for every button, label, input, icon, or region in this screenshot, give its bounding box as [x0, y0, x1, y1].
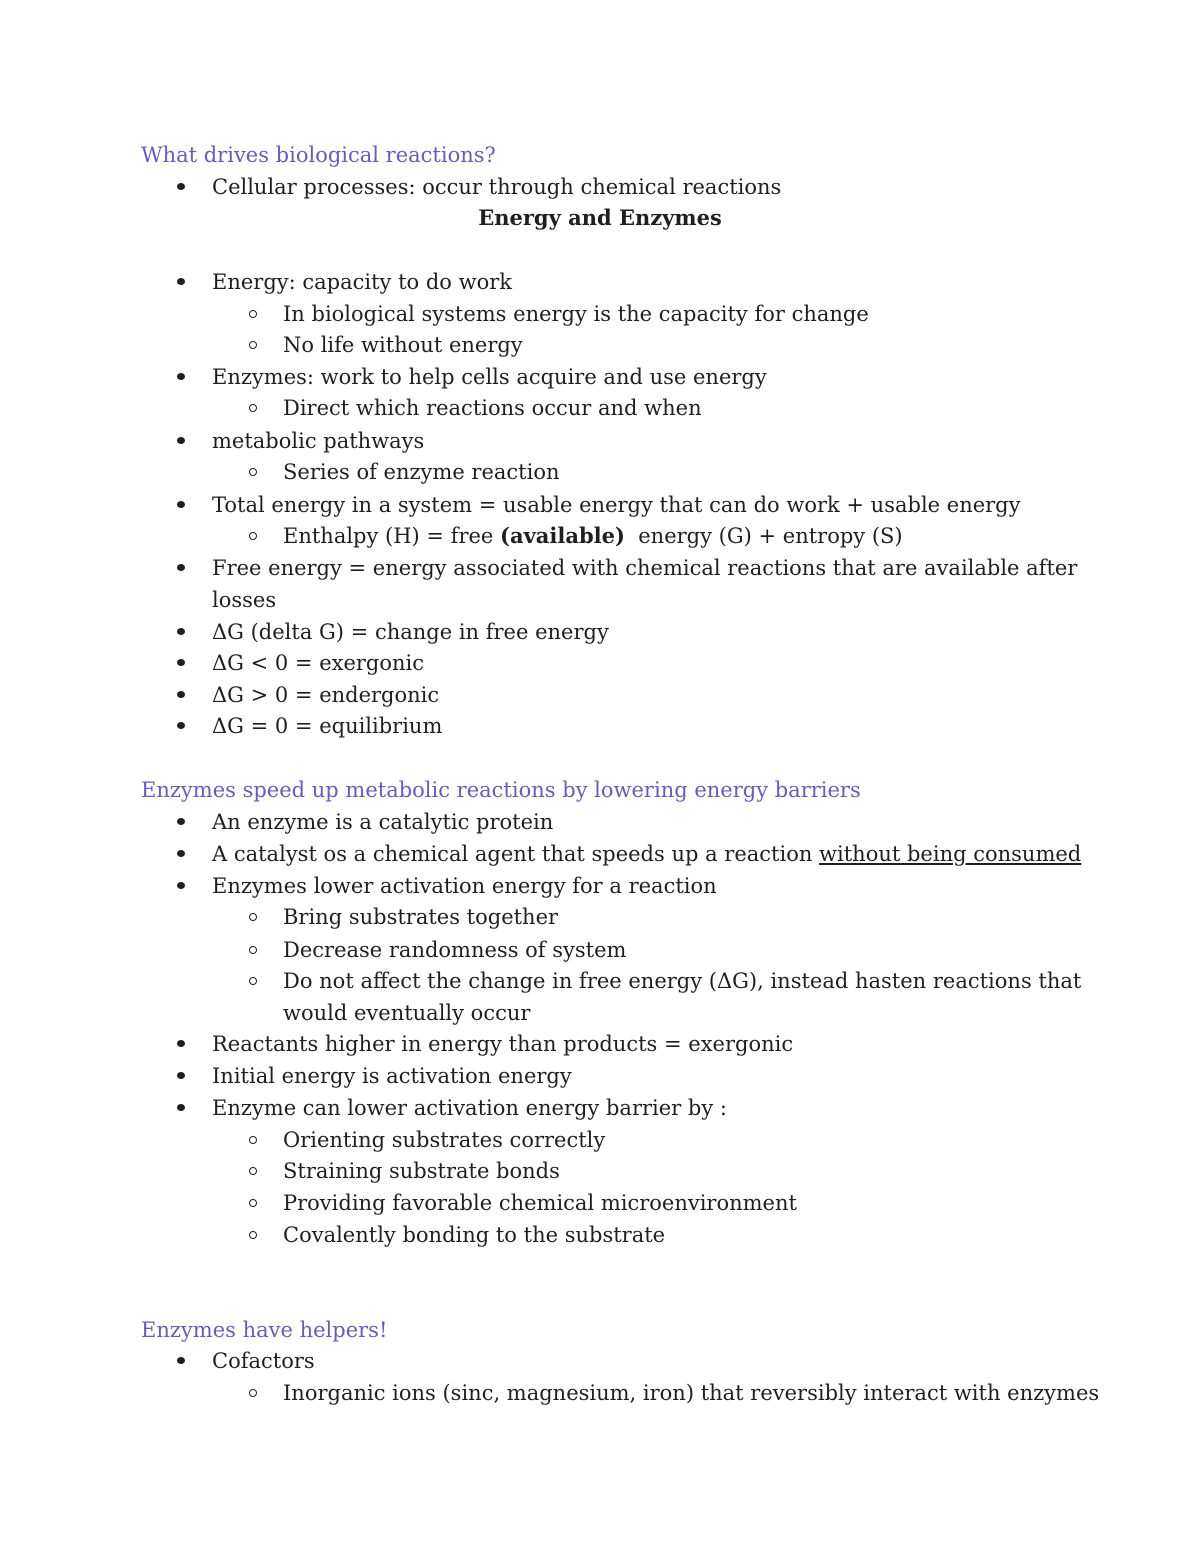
bullet-disc-icon — [177, 1357, 185, 1364]
list-item-text: Orienting substrates correctly — [283, 1128, 606, 1152]
sub-list-item — [0, 1155, 1200, 1187]
section-heading-enzymes-helpers: Enzymes have helpers! — [141, 1318, 388, 1342]
bullet-circle-icon — [249, 310, 257, 318]
list-item-text: metabolic pathways — [212, 429, 425, 453]
sub-list-item — [0, 1219, 1200, 1251]
list-item — [0, 870, 1200, 902]
sub-list-item — [0, 934, 1200, 966]
bullet-disc-icon — [177, 501, 185, 508]
bullet-circle-icon — [249, 1231, 257, 1239]
list-item — [0, 679, 1200, 711]
bullet-circle-icon — [249, 1389, 257, 1397]
list-item-text: Covalently bonding to the substrate — [283, 1223, 666, 1247]
list-item-text: In biological systems energy is the capacity for change — [283, 302, 869, 326]
section-heading-biological-reactions: What drives biological reactions? — [141, 143, 496, 167]
sub-list-item — [0, 329, 1200, 361]
bullet-disc-icon — [177, 722, 185, 729]
list-item-text: ΔG > 0 = endergonic — [212, 683, 440, 707]
list-item-text: Cellular processes: occur through chemical reactions — [212, 175, 782, 199]
list-item-underlined-text: without being consumed — [819, 842, 1082, 866]
list-item — [0, 266, 1200, 298]
list-item-text: No life without energy — [283, 333, 523, 357]
bullet-circle-icon — [249, 532, 257, 540]
bullet-disc-icon — [177, 850, 185, 857]
section-heading-enzymes-speed-up: Enzymes speed up metabolic reactions by lowering energy barriers — [141, 778, 861, 802]
page-title: Energy and Enzymes — [478, 205, 722, 230]
bullet-disc-icon — [177, 882, 185, 889]
bullet-disc-icon — [177, 1072, 185, 1079]
bullet-circle-icon — [249, 1167, 257, 1175]
bullet-disc-icon — [177, 1040, 185, 1047]
list-item — [0, 552, 1200, 584]
sub-list-item-continuation: would eventually occur — [283, 1001, 531, 1025]
bullet-circle-icon — [249, 1136, 257, 1144]
list-item — [0, 838, 1200, 870]
sub-list-item — [0, 965, 1200, 997]
bullet-circle-icon — [249, 1199, 257, 1207]
list-item-text: Total energy in a system = usable energy that can do work + usable energy — [212, 493, 1021, 517]
sub-list-item — [0, 392, 1200, 424]
list-item — [0, 489, 1200, 521]
bullet-circle-icon — [249, 404, 257, 412]
list-item-text: Decrease randomness of system — [283, 938, 627, 962]
list-item-text: Bring substrates together — [283, 905, 559, 929]
bullet-disc-icon — [177, 373, 185, 380]
sub-list-item — [0, 298, 1200, 330]
bullet-disc-icon — [177, 437, 185, 444]
list-item-text: Enzyme can lower activation energy barrier by : — [212, 1096, 727, 1120]
bullet-disc-icon — [177, 278, 185, 285]
sub-list-item — [0, 1187, 1200, 1219]
sub-list-item — [0, 1377, 1200, 1409]
bullet-circle-icon — [249, 913, 257, 921]
list-item-text: Direct which reactions occur and when — [283, 396, 702, 420]
list-item-text: Enzymes: work to help cells acquire and use energy — [212, 365, 767, 389]
sub-list-item — [0, 456, 1200, 488]
sub-list-item — [0, 1124, 1200, 1156]
list-item — [0, 1028, 1200, 1060]
bullet-disc-icon — [177, 818, 185, 825]
bullet-circle-icon — [249, 341, 257, 349]
bullet-disc-icon — [177, 183, 185, 190]
list-item-text: ΔG (delta G) = change in free energy — [212, 620, 609, 644]
list-item-text: Enthalpy (H) = free — [283, 524, 501, 548]
list-item-text: Energy: capacity to do work — [212, 270, 512, 294]
list-item-text: Free energy = energy associated with chemical reactions that are available after — [212, 556, 1078, 580]
list-item-text: Straining substrate bonds — [283, 1159, 560, 1183]
bullet-disc-icon — [177, 659, 185, 666]
list-item — [0, 1092, 1200, 1124]
bullet-disc-icon — [177, 628, 185, 635]
bullet-disc-icon — [177, 691, 185, 698]
list-item-bold-text: (available) — [500, 523, 625, 548]
list-item — [0, 171, 1200, 203]
list-item-text: Initial energy is activation energy — [212, 1064, 572, 1088]
list-item-text: Cofactors — [212, 1349, 315, 1373]
sub-list-item — [0, 520, 1200, 552]
list-item — [0, 806, 1200, 838]
list-item-text: An enzyme is a catalytic protein — [212, 810, 554, 834]
list-item-text: ΔG < 0 = exergonic — [212, 651, 425, 675]
bullet-disc-icon — [177, 1104, 185, 1111]
list-item-text: A catalyst os a chemical agent that speeds up a reaction — [212, 842, 820, 866]
list-item — [0, 710, 1200, 742]
list-item-text: Providing favorable chemical microenvironment — [283, 1191, 797, 1215]
bullet-circle-icon — [249, 946, 257, 954]
list-item-text: Series of enzyme reaction — [283, 460, 560, 484]
list-item — [0, 1345, 1200, 1377]
list-item — [0, 361, 1200, 393]
list-item-text: ΔG = 0 = equilibrium — [212, 714, 443, 738]
list-item-continuation: losses — [212, 588, 277, 612]
list-item — [0, 1060, 1200, 1092]
list-item-text: energy (G) + entropy (S) — [624, 524, 903, 548]
bullet-circle-icon — [249, 977, 257, 985]
sub-list-item — [0, 901, 1200, 933]
list-item — [0, 647, 1200, 679]
list-item — [0, 616, 1200, 648]
list-item-text: Reactants higher in energy than products = exergonic — [212, 1032, 794, 1056]
list-item-text: Do not affect the change in free energy (ΔG), instead hasten reactions that — [283, 969, 1082, 993]
list-item-text: Inorganic ions (sinc, magnesium, iron) that reversibly interact with enzymes — [283, 1381, 1100, 1405]
list-item — [0, 425, 1200, 457]
list-item-text: Enzymes lower activation energy for a reaction — [212, 874, 717, 898]
bullet-circle-icon — [249, 468, 257, 476]
bullet-disc-icon — [177, 564, 185, 571]
